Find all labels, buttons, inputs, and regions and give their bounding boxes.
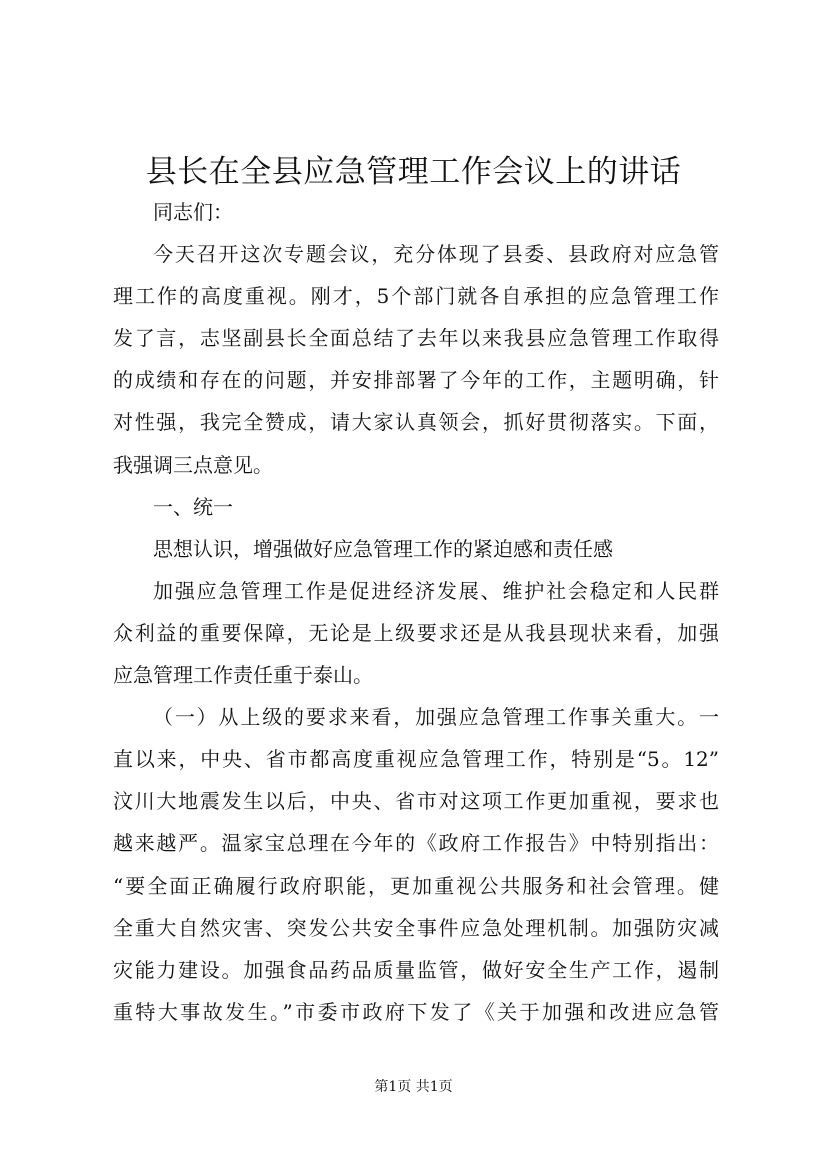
text-line: 应急管理工作责任重于泰山。 [113,663,373,688]
document-body [113,191,719,1033]
text-line: 众利益的重要保障，无论是上级要求还是从我县现状来看，加强 [113,620,719,645]
text-line: 直以来，中央、省市都高度重视应急管理工作，特别是“5。12” [113,747,719,772]
text-line: 对性强，我完全赞成，请大家认真领会，抓好贯彻落实。下面， [113,410,719,435]
text-line: 的成绩和存在的问题，并安排部署了今年的工作，主题明确，针 [113,368,719,393]
document-title: 县长在全县应急管理工作会议上的讲话 [145,154,682,190]
text-line: 今天召开这次专题会议，充分体现了县委、县政府对应急管 [153,242,719,267]
text-line: （一）从上级的要求来看，加强应急管理工作事关重大。一 [153,705,719,730]
text-line: 灾能力建设。加强食品药品质量监管，做好安全生产工作，遏制 [113,957,719,982]
page-footer: 第1页 共1页 [374,1079,453,1095]
text-line: 理工作的高度重视。刚才，5个部门就各自承担的应急管理工作 [113,284,719,309]
text-line: 发了言，志坚副县长全面总结了去年以来我县应急管理工作取得 [113,326,719,351]
text-line: 越来越严。温家宝总理在今年的《政府工作报告》中特别指出： [113,831,719,856]
text-line: 我强调三点意见。 [113,452,273,477]
text-line: 加强应急管理工作是促进经济发展、维护社会稳定和人民群 [153,578,719,603]
text-line: 重特大事故发生。”市委市政府下发了《关于加强和改进应急管 [113,999,719,1024]
text-line: 全重大自然灾害、突发公共安全事件应急处理机制。加强防灾减 [113,915,719,940]
text-line: 同志们： [153,200,233,224]
text-line: 汶川大地震发生以后，中央、省市对这项工作更加重视，要求也 [113,789,719,814]
text-line: 一、统一 [153,494,233,519]
text-line: 思想认识，增强做好应急管理工作的紧迫感和责任感 [153,536,613,561]
text-line: “要全面正确履行政府职能，更加重视公共服务和社会管理。健 [113,873,719,898]
